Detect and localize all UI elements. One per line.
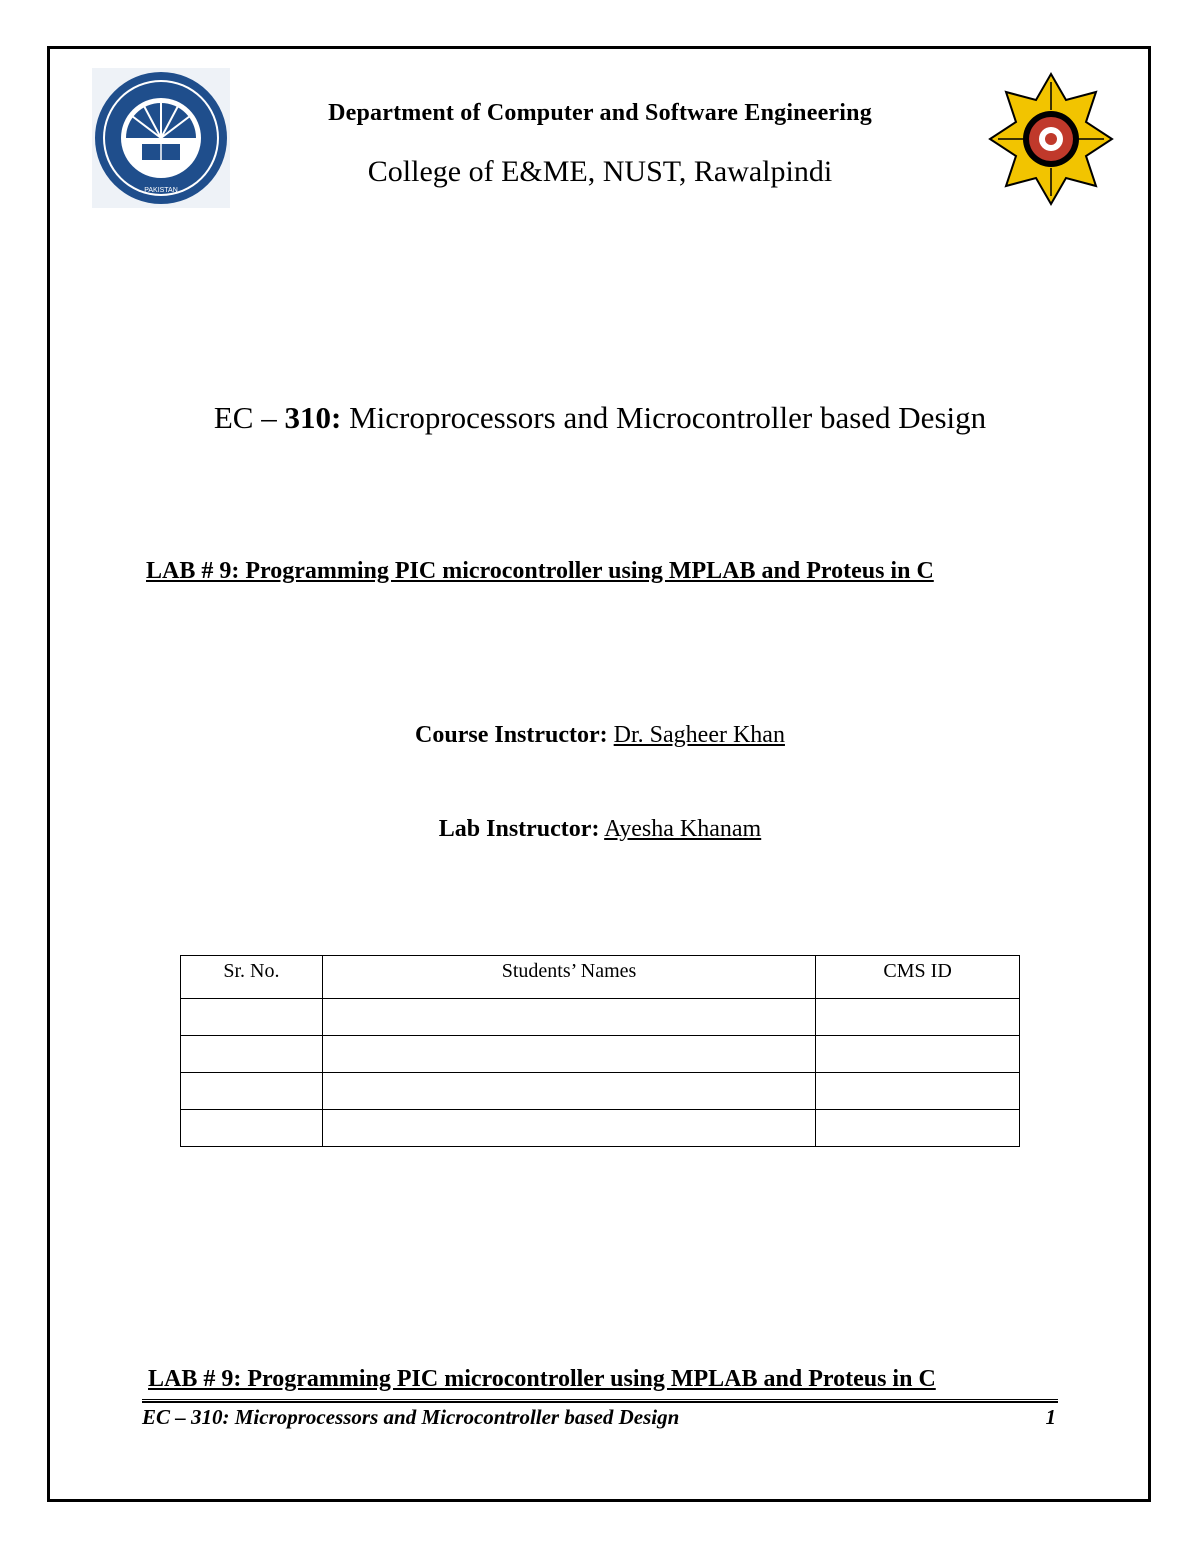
- cell-student-name: [322, 999, 815, 1036]
- course-code-prefix: EC –: [213, 400, 285, 435]
- course-name: Microprocessors and Microcontroller based Design: [341, 400, 987, 435]
- course-instructor: [0, 722, 1200, 749]
- cell-cms-id: [816, 1073, 1020, 1110]
- course-code-number: 310:: [284, 400, 342, 435]
- lab-instructor-name: Ayesha Khanam: [604, 816, 762, 842]
- college-heading: College of E&ME, NUST, Rawalpindi: [367, 155, 833, 188]
- cell-student-name: [322, 1073, 815, 1110]
- page-border: [47, 46, 1151, 1502]
- lab-instructor-label: Lab Instructor:: [438, 816, 600, 842]
- cell-cms-id: [816, 999, 1020, 1036]
- page-number: 1: [1045, 1405, 1056, 1429]
- cell-cms-id: [816, 1110, 1020, 1147]
- header-cms-id: CMS ID: [816, 956, 1020, 999]
- footer-divider: [142, 1399, 1058, 1403]
- cell-student-name: [322, 1036, 815, 1073]
- header-sr-no: Sr. No.: [181, 956, 323, 999]
- course-title: [0, 400, 1200, 436]
- lab-instructor: [0, 816, 1200, 843]
- table-row: [181, 1110, 1020, 1147]
- footer-course: EC – 310: Microprocessors and Microcontroller based Design: [142, 1405, 680, 1429]
- cell-sr-no: [181, 1073, 323, 1110]
- cell-sr-no: [181, 999, 323, 1036]
- cell-sr-no: [181, 1110, 323, 1147]
- course-instructor-name: Dr. Sagheer Khan: [613, 722, 785, 748]
- header-students-names: Students’ Names: [322, 956, 815, 999]
- lab-title: LAB # 9: Programming PIC microcontroller using MPLAB and Proteus in C: [146, 558, 934, 584]
- nust-seal-lettering: PAKISTAN: [144, 187, 178, 194]
- course-instructor-label: Course Instructor:: [415, 722, 608, 748]
- department-heading: Department of Computer and Software Engineering: [328, 100, 872, 126]
- table-row: [181, 1036, 1020, 1073]
- footer-lab-title: LAB # 9: Programming PIC microcontroller using MPLAB and Proteus in C: [148, 1366, 936, 1392]
- table-header-row: [181, 956, 1020, 999]
- cell-sr-no: [181, 1036, 323, 1073]
- students-table: [180, 955, 1020, 1147]
- table-row: [181, 1073, 1020, 1110]
- cell-cms-id: [816, 1036, 1020, 1073]
- cell-student-name: [322, 1110, 815, 1147]
- table-row: [181, 999, 1020, 1036]
